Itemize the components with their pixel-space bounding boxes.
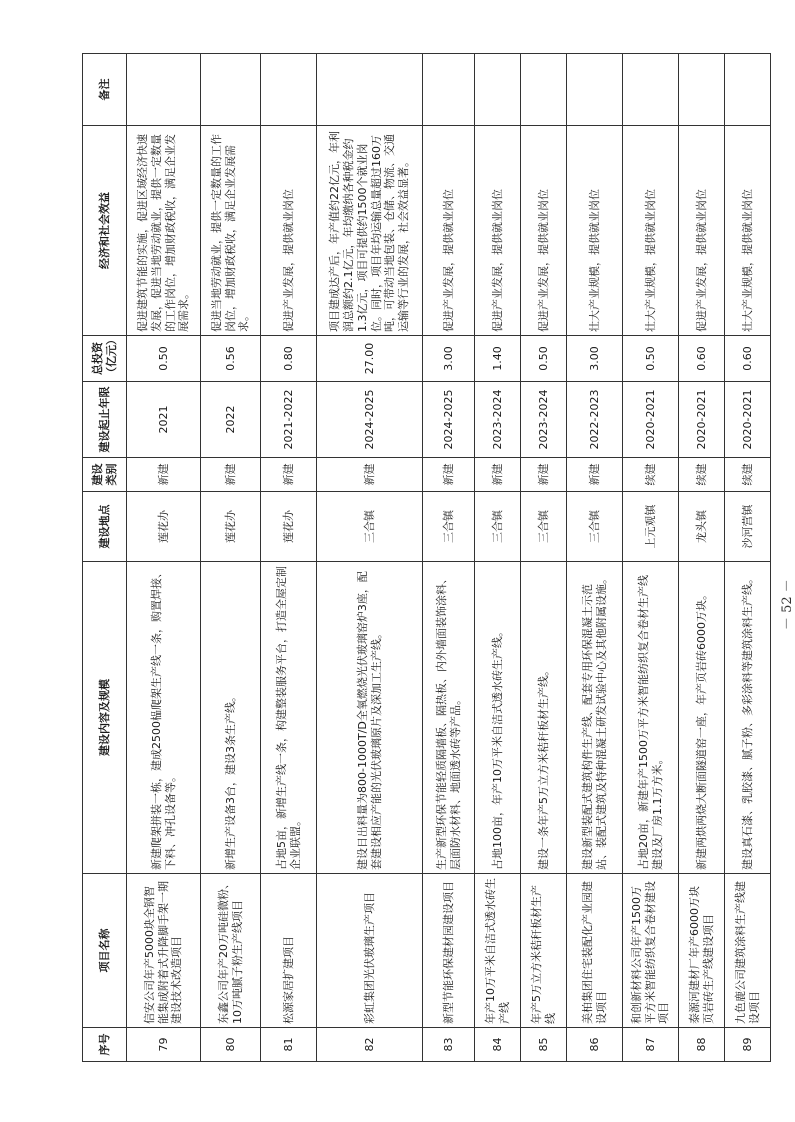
cell-location: 莲花办 [261, 492, 317, 562]
cell-remark [679, 54, 725, 126]
cell-type: 续建 [725, 458, 771, 492]
cell-location: 三合镇 [567, 492, 623, 562]
cell-period: 2023-2024 [475, 382, 521, 458]
cell-type: 新建 [201, 458, 261, 492]
cell-name: 信安公司年产5000块全钢智能集成附着式升降脚手架一期建设技术改造项目 [127, 874, 201, 1028]
cell-invest: 0.60 [725, 336, 771, 382]
cell-invest: 0.50 [521, 336, 567, 382]
cell-name: 彩虹集团光伏玻璃生产项目 [317, 874, 423, 1028]
cell-remark [623, 54, 679, 126]
cell-content: 占地5亩，新增生产线一条，构建整装服务平台，打造全屋定制企业联盟。 [261, 562, 317, 874]
cell-name: 和创新材料公司年产1500万平方米智能纺织复合卷材建设项目 [623, 874, 679, 1028]
table-row [317, 54, 423, 1062]
header-content: 建设内容及规模 [83, 562, 127, 874]
cell-invest: 0.80 [261, 336, 317, 382]
cell-content: 新建两烘两烧大断面隧道窑一座，年产页岩砖6000万块。 [679, 562, 725, 874]
cell-content: 建设真石漆、乳胶漆、腻子粉、多彩涂料等建筑涂料生产线。 [725, 562, 771, 874]
cell-benefit: 促进产业发展，提供就业岗位 [475, 126, 521, 336]
header-seq: 序号 [83, 1028, 127, 1062]
cell-seq: 84 [475, 1028, 521, 1062]
cell-location: 莲花办 [201, 492, 261, 562]
cell-benefit: 壮大产业规模，提供就业岗位 [725, 126, 771, 336]
table-header-row [83, 54, 127, 1062]
cell-period: 2022 [201, 382, 261, 458]
cell-content: 占地100亩，年产10万平米自洁式透水砖生产线。 [475, 562, 521, 874]
cell-seq: 88 [679, 1028, 725, 1062]
cell-seq: 81 [261, 1028, 317, 1062]
cell-location: 莲花办 [127, 492, 201, 562]
cell-content: 建设一条年产5万立方米秸秆板材生产线。 [521, 562, 567, 874]
project-table [82, 53, 771, 1062]
cell-period: 2020-2021 [725, 382, 771, 458]
cell-content: 占地20亩，新建年产1500万平方米智能纺织复合卷材生产线建设及厂房1.1万方米。 [623, 562, 679, 874]
cell-remark [521, 54, 567, 126]
cell-remark [127, 54, 201, 126]
cell-benefit: 促进建筑节能的实施，促进区域经济快速发展，促进当地劳动就业，提供一定数量的工作岗位，增加财政税收，满足企业发展需求。 [127, 126, 201, 336]
cell-name: 东鑫公司年产20万吨硅微粉、10万吨腻子粉生产线项目 [201, 874, 261, 1028]
cell-invest: 0.50 [127, 336, 201, 382]
cell-benefit: 壮大产业规模，提供就业岗位 [567, 126, 623, 336]
cell-invest: 0.56 [201, 336, 261, 382]
cell-invest: 1.40 [475, 336, 521, 382]
cell-invest: 0.50 [623, 336, 679, 382]
cell-benefit: 促进产业发展，提供就业岗位 [261, 126, 317, 336]
table-row [567, 54, 623, 1062]
cell-type: 续建 [679, 458, 725, 492]
cell-benefit: 促进产业发展，提供就业岗位 [679, 126, 725, 336]
cell-seq: 86 [567, 1028, 623, 1062]
cell-remark [317, 54, 423, 126]
cell-invest: 3.00 [423, 336, 475, 382]
cell-type: 新建 [521, 458, 567, 492]
header-benefit: 经济和社会效益 [83, 126, 127, 336]
cell-location: 龙头镇 [679, 492, 725, 562]
table-row [521, 54, 567, 1062]
cell-period: 2023-2024 [521, 382, 567, 458]
cell-remark [725, 54, 771, 126]
table-row [623, 54, 679, 1062]
cell-invest: 3.00 [567, 336, 623, 382]
cell-type: 续建 [623, 458, 679, 492]
cell-seq: 82 [317, 1028, 423, 1062]
cell-benefit: 促进产业发展，提供就业岗位 [423, 126, 475, 336]
cell-content: 建设日出料量为800-1000T/D全氧燃烧光伏玻璃窑炉3座，配套建设相应产能的光伏玻璃原片及深加工生产线。 [317, 562, 423, 874]
cell-name: 年产10万平米自洁式透水砖生产线 [475, 874, 521, 1028]
header-location: 建设地点 [83, 492, 127, 562]
header-name: 项目名称 [83, 874, 127, 1028]
cell-location: 三合镇 [423, 492, 475, 562]
cell-type: 新建 [567, 458, 623, 492]
cell-name: 泰源河建材厂年产6000万块页岩砖生产线建设项目 [679, 874, 725, 1028]
cell-remark [423, 54, 475, 126]
cell-name: 九色鹿公司建筑涂料生产线建设项目 [725, 874, 771, 1028]
table-row [127, 54, 201, 1062]
header-remark: 备注 [83, 54, 127, 126]
cell-period: 2022-2023 [567, 382, 623, 458]
header-type: 建设类别 [83, 458, 127, 492]
cell-content: 生产新型环保节能轻质隔墙板、隔热板、内外墙面装饰涂料、层面防水材料、地面透水砖等产品。 [423, 562, 475, 874]
cell-content: 新增生产设备3台，建设3条生产线。 [201, 562, 261, 874]
cell-content: 新建爬架拼装一栋，建成2500榀爬架生产线一条，购置焊接、下料、冲孔设备等。 [127, 562, 201, 874]
table-row [725, 54, 771, 1062]
cell-benefit: 壮大产业规模，提供就业岗位 [623, 126, 679, 336]
cell-period: 2020-2021 [679, 382, 725, 458]
cell-location: 三合镇 [521, 492, 567, 562]
cell-remark [475, 54, 521, 126]
cell-remark [261, 54, 317, 126]
cell-name: 年产5万立方米秸秆板材生产线 [521, 874, 567, 1028]
cell-period: 2021-2022 [261, 382, 317, 458]
cell-benefit: 促进产业发展，提供就业岗位 [521, 126, 567, 336]
table-row [679, 54, 725, 1062]
table-row [201, 54, 261, 1062]
cell-seq: 83 [423, 1028, 475, 1062]
cell-content: 建设新型装配式建筑构件生产线、配套专用环保混凝土示范站、装配式建筑及特种混凝土研发试验中心及其他附属设施。 [567, 562, 623, 874]
cell-benefit: 项目建成达产后，年产值约22亿元，年利润总额约2.1亿元，年均缴纳各种税金约1.3亿元，项目可提供约1500个就业岗位。同时，项目年均运输总量超过160万吨，可带动当地包装、仓储、物流、交通运输等行业的发展，社会效益显著。 [317, 126, 423, 336]
cell-name: 新型节能环保建材园建设项目 [423, 874, 475, 1028]
cell-location: 上元观镇 [623, 492, 679, 562]
cell-invest: 0.60 [679, 336, 725, 382]
cell-period: 2021 [127, 382, 201, 458]
cell-seq: 89 [725, 1028, 771, 1062]
cell-seq: 85 [521, 1028, 567, 1062]
page-number: － 52 － [780, 579, 795, 630]
cell-name: 松源家居扩建项目 [261, 874, 317, 1028]
cell-name: 美柏集团住宅装配化产业园建设项目 [567, 874, 623, 1028]
header-invest: 总投资（亿元） [83, 336, 127, 382]
cell-type: 新建 [127, 458, 201, 492]
cell-type: 新建 [475, 458, 521, 492]
header-period: 建设起止年限 [83, 382, 127, 458]
cell-invest: 27.00 [317, 336, 423, 382]
table-row [261, 54, 317, 1062]
table-row [475, 54, 521, 1062]
cell-period: 2024-2025 [317, 382, 423, 458]
cell-remark [567, 54, 623, 126]
cell-period: 2024-2025 [423, 382, 475, 458]
cell-seq: 79 [127, 1028, 201, 1062]
cell-type: 新建 [261, 458, 317, 492]
cell-type: 新建 [423, 458, 475, 492]
cell-seq: 87 [623, 1028, 679, 1062]
cell-location: 沙河营镇 [725, 492, 771, 562]
cell-location: 三合镇 [317, 492, 423, 562]
cell-benefit: 促进当地劳动就业，提供一定数量的工作岗位，增加财政税收，满足企业发展需求。 [201, 126, 261, 336]
cell-location: 三合镇 [475, 492, 521, 562]
cell-seq: 80 [201, 1028, 261, 1062]
cell-type: 新建 [317, 458, 423, 492]
table-row [423, 54, 475, 1062]
cell-period: 2020-2021 [623, 382, 679, 458]
cell-remark [201, 54, 261, 126]
